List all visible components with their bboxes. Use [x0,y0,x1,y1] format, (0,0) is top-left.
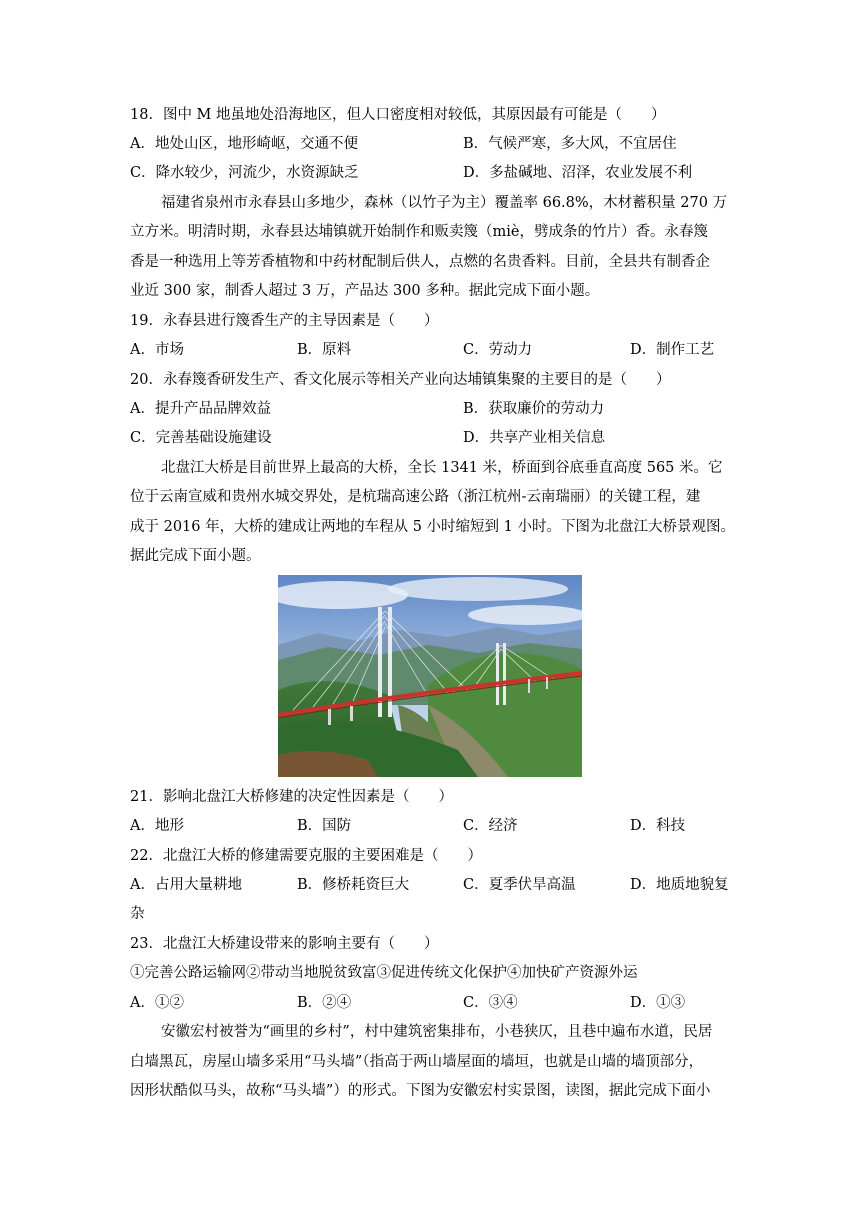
passage2-line: 据此完成下面小题。 [130,548,261,564]
q23-items: ①完善公路运输网②带动当地脱贫致富③促进传统文化保护④加快矿产资源外运 [130,965,638,981]
q18-option-c: C．降水较少，河流少，水资源缺乏 [130,165,359,181]
question-20-stem: 20．永春篾香研发生产、香文化展示等相关产业向达埔镇集聚的主要目的是（ ） [130,372,671,388]
passage3-line: 白墙黑瓦，房屋山墙多采用“马头墙”（指高于两山墙屋面的墙垣，也就是山墙的墙顶部分， [130,1054,704,1070]
passage2-line: 位于云南宣威和贵州水城交界处，是杭瑞高速公路（浙江杭州-云南瑞丽）的关键工程，建 [130,489,701,505]
q20-option-d: D．共享产业相关信息 [463,430,606,446]
q21-option-c: C．经济 [463,818,518,834]
q21-option-d: D．科技 [630,818,686,834]
q22-option-b: B．修桥耗资巨大 [297,877,410,893]
passage2-line: 成于 2016 年，大桥的建成让两地的车程从 5 小时缩短到 1 小时。下图为北盘江大桥景观图。 [130,519,736,535]
question-22-stem: 22．北盘江大桥的修建需要克服的主要困难是（ ） [130,848,482,864]
q22-option-c: C．夏季伏旱高温 [463,877,576,893]
q20-option-a: A．提升产品品牌效益 [130,401,271,417]
question-18-stem: 18．图中 M 地虽地处沿海地区，但人口密度相对较低，其原因最有可能是（ ） [130,107,666,123]
q22-option-d-wrap: 杂 [130,906,145,922]
passage1-line: 立方米。明清时期，永春县达埔镇就开始制作和贩卖篾（miè，劈成条的竹片）香。永春篾 [130,224,708,240]
q18-option-b: B．气候严寒，多大风，不宜居住 [463,136,677,152]
q23-option-a: A．①② [130,995,184,1011]
q19-option-d: D．制作工艺 [630,342,715,358]
question-21-stem: 21．影响北盘江大桥修建的决定性因素是（ ） [130,789,453,805]
q19-option-b: B．原料 [297,342,352,358]
q23-option-d: D．①③ [630,995,686,1011]
q19-option-c: C．劳动力 [463,342,533,358]
passage3-line: 因形状酷似马头，故称“马头墙”）的形式。下图为安徽宏村实景图，读图，据此完成下面小 [130,1083,711,1099]
q22-option-a: A．占用大量耕地 [130,877,242,893]
question-23-stem: 23．北盘江大桥建设带来的影响主要有（ ） [130,936,439,952]
q18-option-a: A．地处山区，地形崎岖，交通不便 [130,136,358,152]
passage2-line: 北盘江大桥是目前世界上最高的大桥，全长 1341 米，桥面到谷底垂直高度 565 米。它 [161,460,723,476]
passage3-line: 安徽宏村被誉为“画里的乡村”，村中建筑密集排布，小巷狭仄，且巷中遍布水道，民居 [161,1024,713,1040]
bridge-photo [278,575,582,777]
q22-option-d: D．地质地貌复 [630,877,729,893]
q23-option-b: B．②④ [297,995,352,1011]
passage1-line: 福建省泉州市永春县山多地少，森林（以竹子为主）覆盖率 66.8%，木材蓄积量 270 万 [161,195,728,211]
q21-option-a: A．地形 [130,818,184,834]
q20-option-c: C．完善基础设施建设 [130,430,272,446]
q18-option-d: D．多盐碱地、沼泽，农业发展不利 [463,165,693,181]
q20-option-b: B．获取廉价的劳动力 [463,401,605,417]
passage1-line: 业近 300 家，制香人超过 3 万，产品达 300 多种。据此完成下面小题。 [130,283,600,299]
q23-option-c: C．③④ [463,995,518,1011]
q19-option-a: A．市场 [130,342,184,358]
question-19-stem: 19．永春县进行篾香生产的主导因素是（ ） [130,313,439,329]
passage1-line: 香是一种选用上等芳香植物和中药材配制后供人，点燃的名贵香料。目前，全县共有制香企 [130,254,710,270]
q21-option-b: B．国防 [297,818,352,834]
